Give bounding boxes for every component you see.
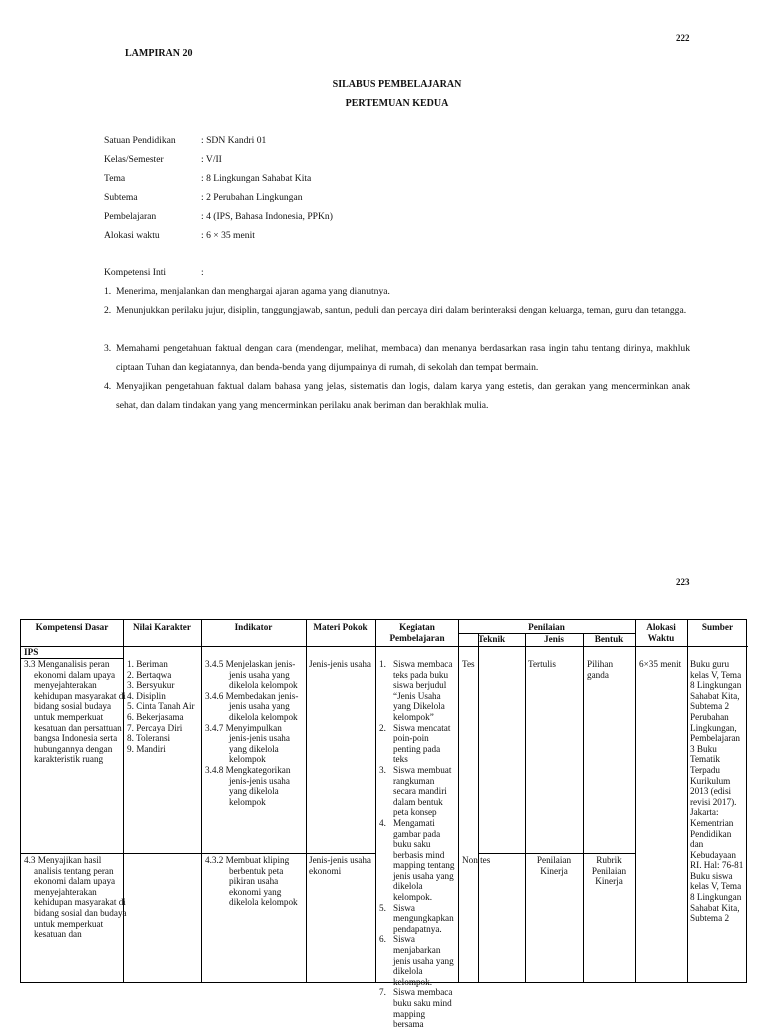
indikator-item: 3.4.6 Membedakan jenis-jenis usaha yang dikelola kelompok — [205, 690, 299, 722]
ki-item-number: 3. — [104, 343, 112, 354]
indikator-4-3-2: 4.3.2 Membuat kliping berbentuk peta pikiran usaha ekonomi yang dikelola kelompok — [205, 855, 298, 908]
ki-item-number: 4. — [104, 381, 112, 392]
kegiatan-text: Siswa membuat rangkuman secara mandiri dalam bentuk peta konsep — [393, 764, 452, 818]
karakter-item: 8. Toleransi — [127, 733, 171, 744]
header-sumber: Sumber — [701, 622, 734, 632]
meta-label: Pembelajaran — [104, 211, 157, 222]
indikator-item: 3.4.8 Mengkategorikan jenis-jenis usaha yang dikelola kelompok — [205, 764, 291, 807]
table-divider — [201, 620, 202, 982]
kegiatan-number: 3. — [379, 764, 386, 775]
page-number: 223 — [676, 577, 690, 587]
ki-item-number: 2. — [104, 305, 112, 316]
ki-colon: : — [201, 267, 204, 278]
meta-value: : 2 Perubahan Lingkungan — [201, 192, 303, 203]
ki-item-number: 1. — [104, 286, 112, 297]
meta-label: Alokasi waktu — [104, 230, 160, 241]
table-divider — [583, 633, 584, 982]
document-title: SILABUS PEMBELAJARAN — [332, 79, 462, 90]
kegiatan-item — [379, 723, 457, 765]
kegiatan-number: 2. — [379, 722, 386, 733]
header-nilai-karakter: Nilai Karakter — [133, 622, 191, 632]
document-subtitle: PERTEMUAN KEDUA — [345, 98, 449, 109]
kegiatan-number: 5. — [379, 902, 386, 913]
karakter-item: 4. Disiplin — [127, 690, 166, 701]
appendix-label: LAMPIRAN 20 — [125, 48, 193, 59]
karakter-list — [127, 659, 199, 754]
kegiatan-text: Mengamati gambar pada buku saku berbasis mind mapping tentang jenis usaha yang dikelola kelompok. — [393, 817, 455, 903]
kegiatan-list — [379, 659, 457, 1030]
header-jenis: Jenis — [544, 634, 564, 644]
indikator-item: 3.4.5 Menjelaskan jenis-jenis usaha yang dikelola kelompok — [205, 659, 298, 691]
materi-pokok-1: Jenis-jenis usaha — [309, 659, 372, 669]
table-divider — [458, 620, 459, 982]
header-bentuk: Bentuk — [594, 634, 624, 644]
kegiatan-text: Siswa membaca buku saku mind mapping bersama — [393, 987, 453, 1030]
ki-item-text: Memahami pengetahuan faktual dengan cara (mendengar, melihat, membaca) dan menanya berdasarkan rasa ingin tahu tentang dirinya, makhluk ciptaan Tuhan dan kegiatannya, dan benda-benda yang dijumpainya di rumah, di sekolah dan tempat bermain. — [116, 343, 690, 373]
header-materi-pokok: Materi Pokok — [313, 622, 368, 632]
meta-value: : 4 (IPS, Bahasa Indonesia, PPKn) — [201, 211, 333, 222]
karakter-item: 1. Beriman — [127, 659, 168, 669]
syllabus-table — [20, 619, 747, 1030]
sumber: Buku guru kelas V, Tema 8 Lingkungan Sahabat Kita, Subtema 2 Perubahan Lingkungan, Pembelajaran 3 Buku Tematik Terpadu Kurikulum 2013 (edisi revisi 2017). Jakarta: Kementrian Pendidikan dan Kebudayaan RI. Hal: 76-81 Buku siswa kelas V, Tema 8 Lingkungan Sahabat Kita, Subtema 2 — [690, 659, 744, 924]
kegiatan-item — [379, 765, 457, 818]
header-penilaian: Penilaian — [528, 622, 565, 632]
meta-label: Tema — [104, 173, 126, 184]
table-divider — [21, 853, 375, 854]
kegiatan-item — [379, 934, 457, 987]
kegiatan-item — [379, 659, 457, 723]
table-divider — [687, 620, 688, 982]
subject-label: IPS — [24, 647, 39, 657]
meta-label: Kelas/Semester — [104, 154, 164, 165]
meta-value: : 6 × 35 menit — [201, 230, 255, 241]
meta-value: : SDN Kandri 01 — [201, 135, 267, 146]
table-divider — [478, 853, 635, 854]
karakter-item: 7. Percaya Diri — [127, 722, 183, 733]
kegiatan-item — [379, 903, 457, 935]
header-kompetensi-dasar: Kompetensi Dasar — [35, 622, 109, 632]
karakter-item: 5. Cinta Tanah Air — [127, 701, 195, 712]
kegiatan-number: 6. — [379, 934, 386, 945]
karakter-item: 3. Bersyukur — [127, 680, 175, 691]
table-divider — [478, 633, 479, 982]
table-divider — [306, 620, 307, 982]
karakter-item: 6. Bekerjasama — [127, 711, 184, 722]
kd-4-3: 4.3 Menyajikan hasil analisis tentang peran ekonomi dalam upaya menyejahterakan kehidupan masyarakat di bidang sosial dan budaya untuk memperkuat kesatuan dan — [24, 855, 127, 940]
jenis-2: Penilaian Kinerja — [536, 855, 572, 876]
kegiatan-text: Siswa membaca teks pada buku siswa berjudul “Jenis Usaha yang Dikelola kelompok” — [393, 659, 453, 722]
kegiatan-item — [379, 818, 457, 903]
table-divider — [635, 620, 636, 982]
kegiatan-text: Siswa menjabarkan jenis usaha yang dikelola kelompok. — [393, 934, 454, 987]
indikator-item: 3.4.7 Menyimpulkan jenis-jenis usaha yang dikelola kelompok — [205, 722, 290, 765]
table-divider — [21, 646, 748, 647]
table-divider — [525, 633, 526, 982]
header-kegiatan: Kegiatan Pembelajaran — [389, 622, 445, 643]
ki-item — [104, 378, 690, 415]
meta-label: Subtema — [104, 192, 138, 203]
kegiatan-item — [379, 987, 457, 1029]
header-alokasi-waktu: Alokasi Waktu — [646, 622, 676, 643]
kegiatan-number: 1. — [379, 659, 386, 669]
meta-value: : 8 Lingkungan Sahabat Kita — [201, 173, 312, 184]
header-indikator: Indikator — [234, 622, 273, 632]
ki-item-text: Menunjukkan perilaku jujur, disiplin, tanggungjawab, santun, peduli dan percaya diri dalam berinteraksi dengan keluarga, teman, guru dan tetangga. — [116, 305, 687, 316]
ki-item — [104, 283, 690, 302]
ki-item-text: Menerima, menjalankan dan menghargai ajaran agama yang dianutnya. — [116, 286, 390, 297]
table-divider — [375, 620, 376, 982]
header-teknik: Teknik — [477, 634, 506, 644]
alokasi-waktu: 6×35 menit — [639, 659, 682, 669]
kd-3-3: 3.3 Menganalisis peran ekonomi dalam upaya menyejahterakan kehidupan masyarakat di bidang sosial budaya untuk memperkuat kesatuan dan persattuan bangsa Indonesia serta hubungannya dengan karakteristik ruang — [24, 659, 126, 765]
ki-item — [104, 340, 690, 377]
ki-label: Kompetensi Inti — [104, 267, 167, 278]
bentuk-1: Pilihan ganda — [587, 659, 614, 680]
meta-label: Satuan Pendidikan — [104, 135, 176, 146]
kegiatan-number: 7. — [379, 987, 386, 998]
materi-pokok-2: Jenis-jenis usaha ekonomi — [309, 855, 372, 876]
bentuk-2: Rubrik Penilaian Kinerja — [591, 855, 627, 887]
indikator-list — [205, 659, 304, 807]
karakter-item: 2. Bertaqwa — [127, 669, 172, 680]
kegiatan-text: Siswa mengungkapkan pendapatnya. — [393, 902, 454, 934]
kegiatan-text: Siswa mencatat poin-poin penting pada teks — [393, 722, 451, 765]
karakter-item: 9. Mandiri — [127, 743, 166, 754]
page-number: 222 — [676, 33, 690, 43]
teknik-2: Non tes — [462, 855, 491, 865]
ki-item — [104, 302, 690, 321]
ki-item-text: Menyajikan pengetahuan faktual dalam bahasa yang jelas, sistematis dan logis, dalam karya yang estetis, dan gerakan yang mencerminkan anak sehat, dan dalam tindakan yang yang mencerminkan perilaku anak beriman dan berakhlak mulia. — [116, 381, 690, 411]
teknik-1: Tes — [462, 659, 475, 669]
meta-value: : V/II — [201, 154, 222, 165]
kegiatan-number: 4. — [379, 817, 386, 828]
jenis-1: Tertulis — [528, 659, 556, 669]
